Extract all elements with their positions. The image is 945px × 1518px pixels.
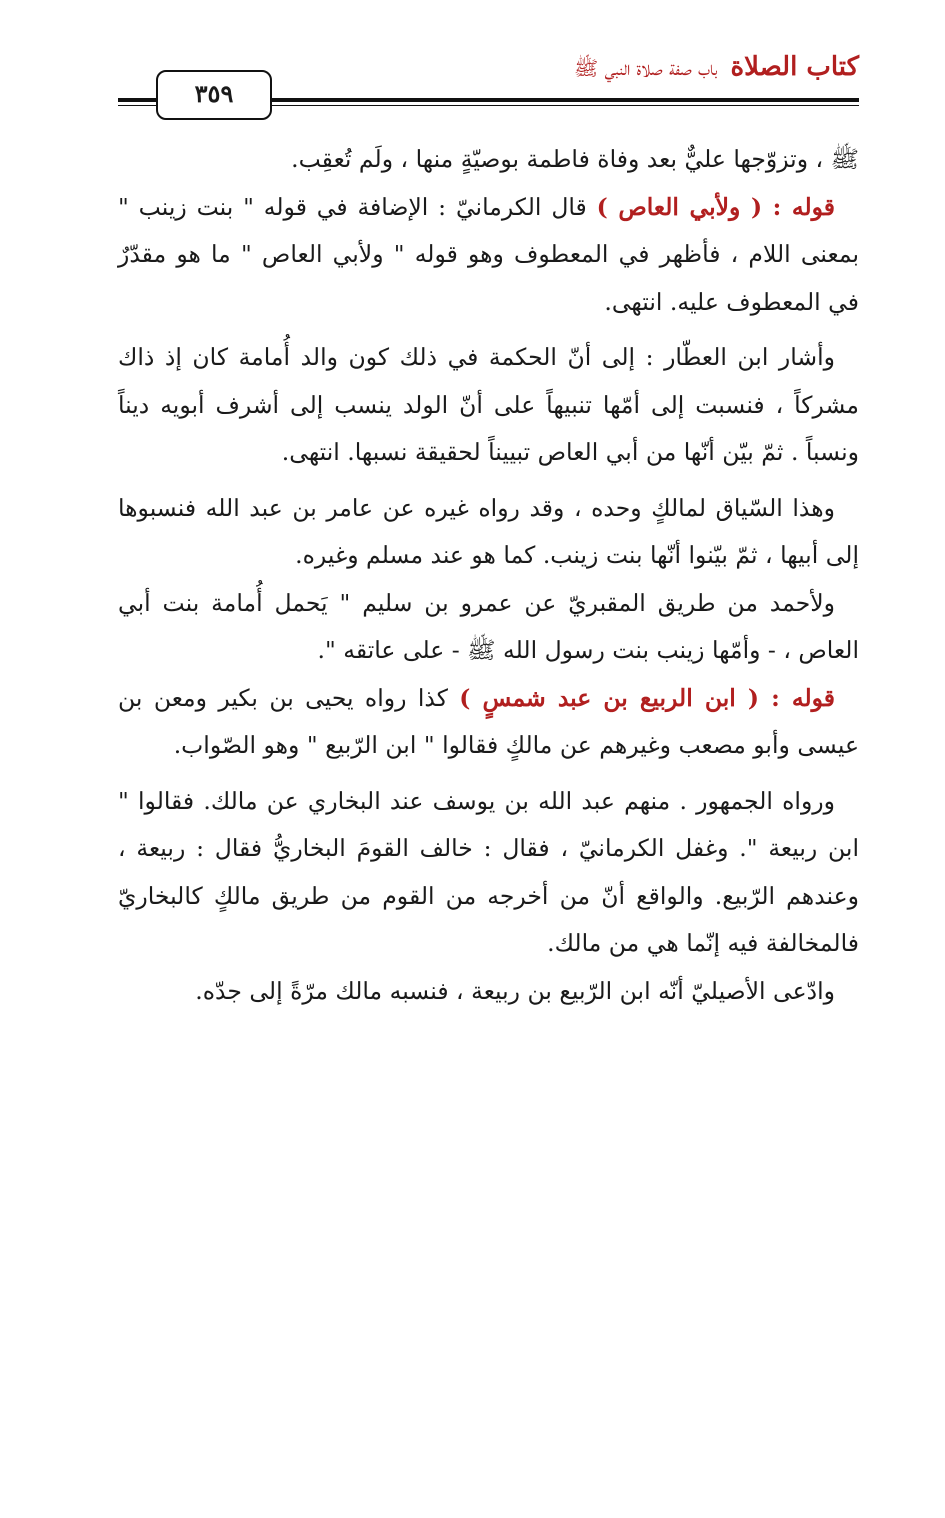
page-number: ٣٥٩ xyxy=(156,70,272,120)
chapter-title: باب صفة صلاة النبي ﷺ xyxy=(574,56,718,80)
paragraph-8 xyxy=(118,968,859,1016)
paragraph-2-lead: قوله : ( ولأبي العاص ) xyxy=(596,192,836,221)
paragraph-3 xyxy=(118,334,859,477)
paragraph-6 xyxy=(118,675,859,770)
paragraph-2 xyxy=(118,184,859,327)
paragraph-5 xyxy=(118,580,859,675)
running-title xyxy=(574,52,859,85)
paragraph-6-text: كذا رواه يحيى بن بكير ومعن بن عيسى وأبو مصعب وغيرهم عن مالكٍ فقالوا " ابن الرّبيع " وهو الصّواب. xyxy=(118,683,859,759)
paragraph-6-lead: قوله : ( ابن الربيع بن عبد شمسٍ ) xyxy=(459,683,835,712)
paragraph-3-text: وأشار ابن العطّار : إلى أنّ الحكمة في ذلك كون والد أُمامة كان إذ ذاك مشركاً ، فنسبت إلى أمّها تنبيهاً على أنّ الولد ينسب إلى أشرف أبويه ديناً ونسباً . ثمّ بيّن أنّها من أبي العاص تبييناً لحقيقة نسبها. انتهى. xyxy=(118,343,859,466)
page-header xyxy=(118,46,859,106)
paragraph-2-text: قال الكرمانيّ : الإضافة في قوله " بنت زينب " بمعنى اللام ، فأظهر في المعطوف وهو قوله " ولأبي العاص " ما هو مقدّرٌ في المعطوف عليه. انتهى. xyxy=(118,192,859,316)
paragraph-1-text: ﷺ ، وتزوّجها عليٌّ بعد وفاة فاطمة بوصيّةٍ منها ، ولَم تُعقِب. xyxy=(291,145,859,173)
paragraph-5-text: ولأحمد من طريق المقبريّ عن عمرو بن سليم " يَحمل أُمامة بنت أبي العاص ، - وأمّها زينب بنت رسول الله ﷺ - على عاتقه ". xyxy=(118,588,859,664)
page-body xyxy=(118,136,859,1015)
paragraph-8-text: وادّعى الأصيليّ أنّه ابن الرّبيع بن ربيعة ، فنسبه مالك مرّةً إلى جدّه. xyxy=(195,976,835,1005)
paragraph-1 xyxy=(118,136,859,184)
paragraph-7-text: ورواه الجمهور . منهم عبد الله بن يوسف عند البخاري عن مالك. فقالوا " ابن ربيعة ". وغفل الكرمانيّ ، فقال : خالف القومَ البخاريُّ فقال : ربيعة ، وعندهم الرّبيع. والواقع أنّ من أخرجه من القوم من طريق مالكٍ كالبخاريّ فالمخالفة فيه إنّما هي من مالك. xyxy=(118,786,859,957)
book-title: كتاب الصلاة xyxy=(730,52,859,82)
paragraph-4-text: وهذا السّياق لمالكٍ وحده ، وقد رواه غيره عن عامر بن عبد الله فنسبوها إلى أبيها ، ثمّ بيّنوا أنّها بنت زينب. كما هو عند مسلم وغيره. xyxy=(118,493,859,569)
paragraph-7 xyxy=(118,778,859,968)
paragraph-4 xyxy=(118,485,859,580)
